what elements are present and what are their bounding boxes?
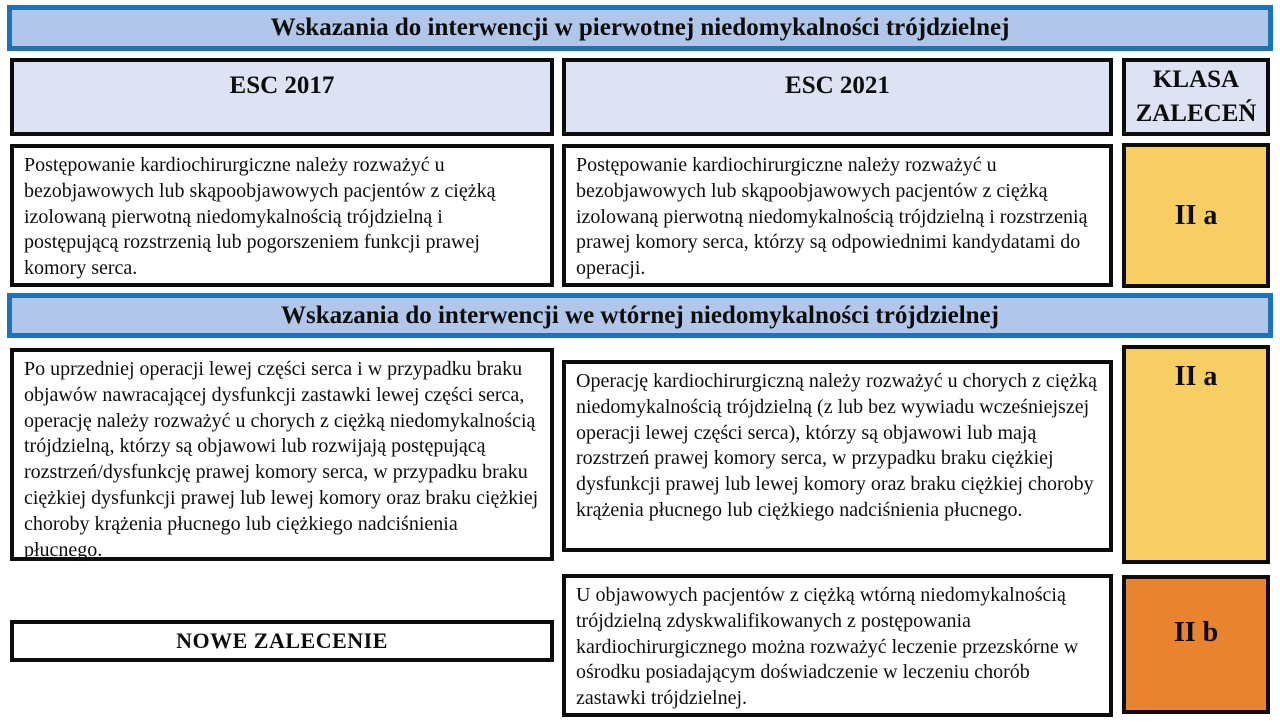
class-badge-secondary2-iib: II b — [1122, 575, 1270, 714]
class-badge-secondary1-iia: II a — [1122, 345, 1270, 564]
cell-secondary1-esc2021: Operację kardiochirurgiczną należy rozważyć u chorych z ciężką niedomykalnością trójdzielną (z lub bez wywiadu wcześniejszej operacji lewej części serca), którzy są objawowi lub mają rozstrzeń prawej komory serca, w przypadku braku ciężkiej dysfunkcji prawej lub lewej komory oraz braku ciężkiej choroby krążenia płucnego lub ciężkiego nadciśnienia płucnego. — [562, 360, 1113, 552]
cell-secondary1-esc2017: Po uprzedniej operacji lewej części serca i w przypadku braku objawów nawracającej dysfunkcji zastawki lewej części serca, operację należy rozważyć u chorych z ciężką niedomykalnością trójdzielną, którzy są objawowi lub rozwijają postępującą rozstrzeń/dysfunkcję prawej komory serca, w przypadku braku ciężkiej dysfunkcji prawej lub lewej komory oraz braku ciężkiej choroby krążenia płucnego lub ciężkiego nadciśnienia płucnego. — [10, 348, 554, 561]
column-header-klasa-zalecen: KLASA ZALECEŃ — [1122, 58, 1270, 136]
column-header-esc2017: ESC 2017 — [10, 58, 554, 136]
column-header-esc2021: ESC 2021 — [562, 58, 1113, 136]
cell-primary-esc2021: Postępowanie kardiochirurgiczne należy rozważyć u bezobjawowych lub skąpoobjawowych pacjentów z ciężką izolowaną pierwotną niedomykalnością trójdzielną i rozstrzenią prawej komory serca, którzy są odpowiednimi kandydatami do operacji. — [562, 144, 1113, 287]
cell-primary-esc2017: Postępowanie kardiochirurgiczne należy rozważyć u bezobjawowych lub skąpoobjawowych pacjentów z ciężką izolowaną pierwotną niedomykalnością trójdzielną i postępującą rozstrzenią lub pogorszeniem funkcji prawej komory serca. — [10, 144, 554, 287]
section-title-primary-tr: Wskazania do interwencji w pierwotnej niedomykalności trójdzielnej — [7, 5, 1273, 51]
new-recommendation-label: NOWE ZALECENIE — [10, 620, 554, 662]
section-title-secondary-tr: Wskazania do interwencji we wtórnej niedomykalności trójdzielnej — [7, 293, 1273, 338]
cell-secondary2-esc2021: U objawowych pacjentów z ciężką wtórną niedomykalnością trójdzielną zdyskwalifikowanych z postępowania kardiochirurgicznego można rozważyć leczenie przezskórne w ośrodku posiadającym doświadczenie w leczeniu chorób zastawki trójdzielnej. — [562, 574, 1113, 717]
class-badge-primary-iia: II a — [1122, 143, 1270, 288]
